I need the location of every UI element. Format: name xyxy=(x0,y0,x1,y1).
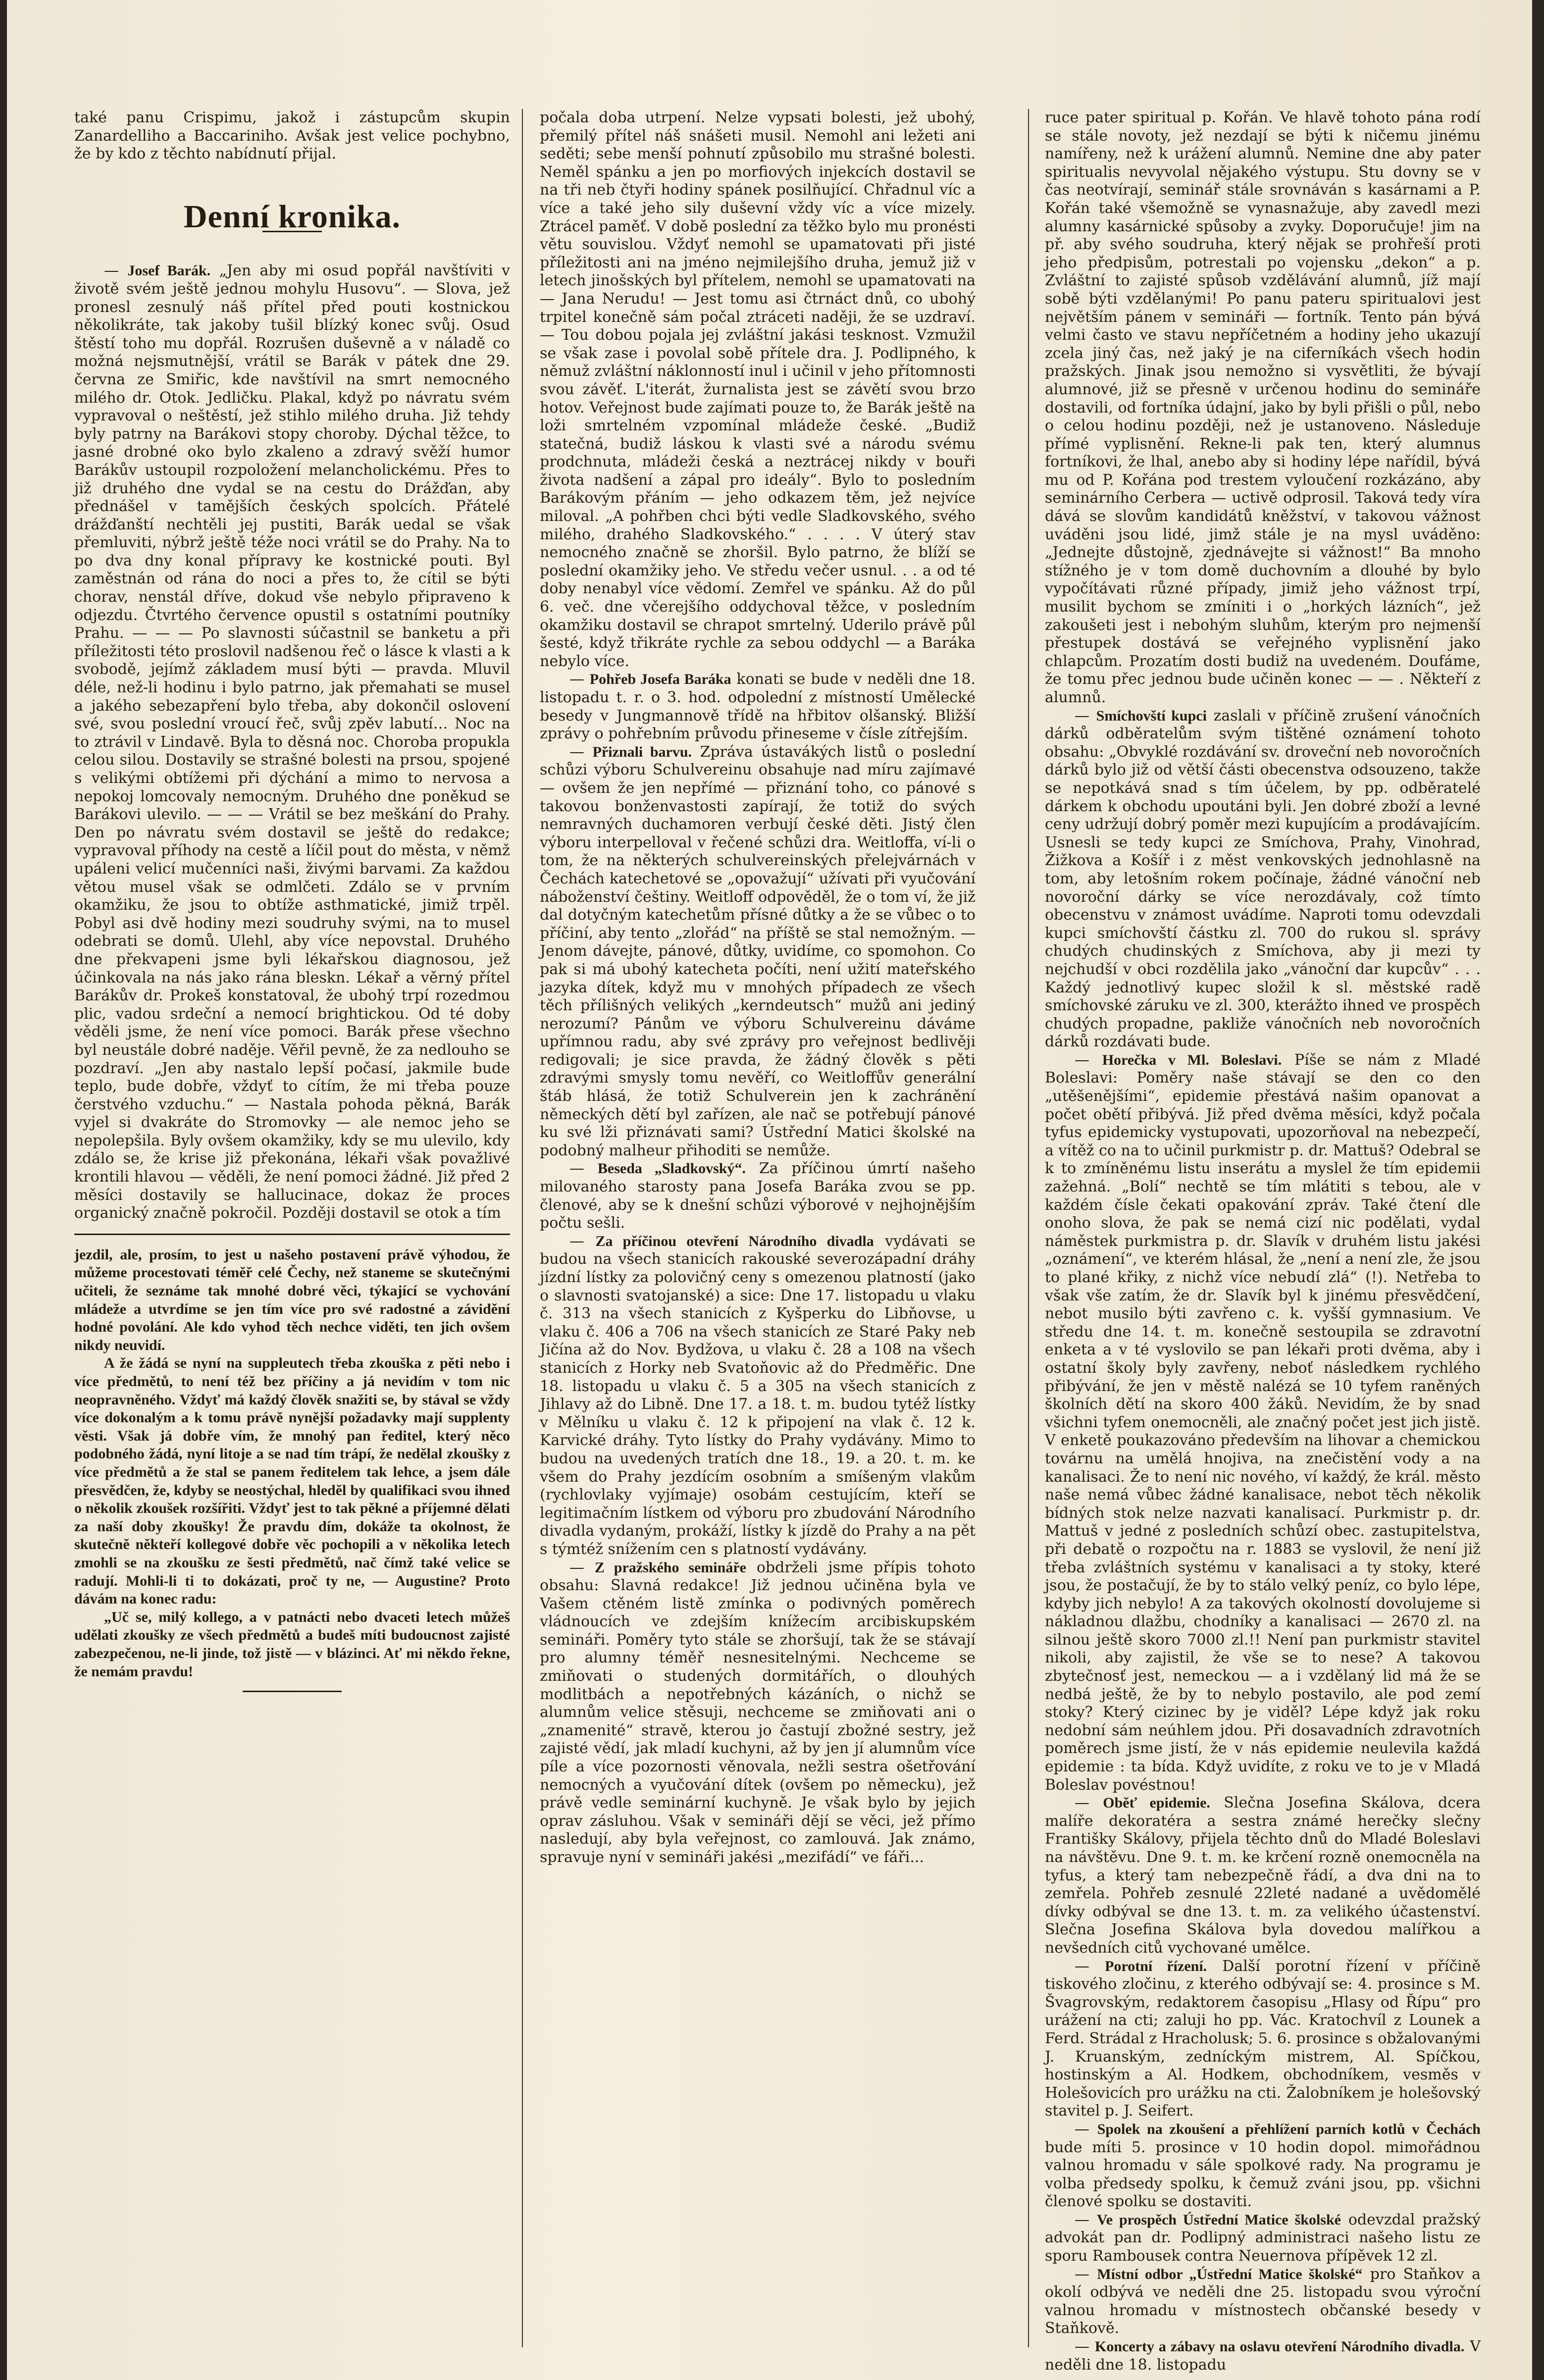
article-mistni: — Místní odbor „Ústřední Matice školské“ pro Staňkov a okolí odbývá ve neděli dne 25. listopadu svou výroční valnou hromadu v místnostech občanské besedy v Staňkově. xyxy=(1045,2265,1481,2337)
article-divadlo: — Za příčinou otevření Národního divadla vydávati se budou na všech stanicích rakouské severozápadní dráhy jízdní lístky za polovičný ceny s omezenou platností (jako o slavnosti svatojanské) a sice: Dne 17. listopadu u vlaku č. 313 na všech stanicích z Kyšperku do Libňovse, u vlaku č. 406 a 706 na všech stanicích ze Staré Paky neb Jičína až do Nov. Bydžova, u vlaku č. 28 a 108 na všech stanicích z Horky neb Svatoňovic až do Předměřic. Dne 18. listopadu u vlaku č. 5 a 305 na všech stanicích z Jihlavy až do Libně. Dne 17. a 18. t. m. budou tytéž lístky v Mělníku u vlaku č. 12 k připojení na vlak č. 12 k. Karvické dráhy. Tyto lístky do Prahy vydávány. Mimo to budou na uvedených tratích dne 18., 19. a 20. t. m. ke všem do Prahy jezdícím osobním a smíšeným vlakům (rychlovlaky vyjímaje) osobám cestujícím, kteří se legitimačním lístkem od výboru pro zbudování Národního divadla vydaným, prokáží, lístky k jízdě do Prahy a na pět s týmtéž snížením cen s platností vydávány. xyxy=(540,1232,976,1558)
intro-text: také panu Crispimu, jakož i zástupcům skupin Zanardelliho a Baccariniho. Avšak jest velice pochybno, že by kdo z těchto nabídnutí přijal. xyxy=(74,109,510,163)
article-barak-text: „Jen aby mi osud popřál navštíviti v životě svém ještě jednou mohylu Husovu“. — Slova, jež pronesl zesnulý náš přítel před pouti kostnickou několikráte, tak jakoby tušil blízký konec svůj. Osud štěstí toho mu dopřál. Rozrušen duševně a v náladě co možná nejsmutnější, vrátil se Barák v pátek dne 29. června ze Smiřic, kde navštívil na smrt nemocného milého dr. Otok. Jedličku. Plakal, když po návratu svém vypravoval o neštěstí, jež stihlo milého druha. Již tehdy byly patrny na Barákovi stopy choroby. Dýchal těžce, to jasné drobné oko bylo zkaleno a zdravý svěží humor Barákův ustoupil rozpoložení melancholickému. Přes to již druhého dne vydal se na cestu do Drážďan, aby přednášel v tamějších českých spolcích. Přátelé drážďanští nechtěli jej pustiti, Barák uedal se však přemluviti, nýbrž ještě téže noci vrátil se do Prahy. Na to po dva dny konal přípravy ke kostnické pouti. Byl zaměstnán od rána do noci a přes to, že cítil se býti chorav, nenstál dříve, dokud vše nebylo připraveno k odjezdu. Čtvrtého července opustil s ostatními poutníky Prahu. — — — Po slavnosti súčastnil se banketu a při příležitosti této proslovil nadšenou řeč o lásce k vlasti a k svobodě, jejímž základem musí býti — pravda. Mluvil déle, než-li hodinu i bylo patrno, jak přemahati se musel a jakého sebezapření bylo třeba, aby dokončil oslovení své, svou poslední vroucí řeč, svůj zpěv labutí… Noc na to ztrávil v Lindavě. Byla to děsná noc. Choroba propukla celou silou. Dostavily se strašné bolesti na prsou, spojené s velikými obtížemi při dýchání a mimo to nervosa a nepokoj lomcovaly nemocným. Druhého dne poněkud se Barákovi ulevilo. — — — Vrátil se bez meškání do Prahy. Den po návratu svém dostavil se ještě do redakce; vypravoval příhody na cestě a líčil pout do města, v němž upáleni velicí mučenníci naši, živými barvami. Za každou větou musel však se odmlčeti. Zdálo se v prvním okamžiku, že jsou to obtíže asthmatické, jimiž trpěl. Pobyl asi dvě hodiny mezi soudruhy svými, na to musel odebrati se domů. Ulehl, aby více nepovstal. Druhého dne překvapeni jsme byli lékařskou diagnosou, jež účinkovala na nás jako rána bleskn. Lékař a věrný přítel Barákův dr. Prokeš konstatoval, že ubohý trpí rozedmou plic, vadou srdeční a nemocí brightickou. Od té doby věděli jsme, že není více pomoci. Barák přese všechno byl neustále dobré naděje. Věřil pevně, že za nedlouho se pozdraví. „Jen aby nastalo lepší počasí, jakmile bude teplo, bude dobře, vždyť to cítím, že mi třeba pouze čerstvého vzduchu.“ — Nastala pohoda pěkná, Barák vyjel si dvakráte do Stromovky — ale nemoc jeho se nepolepšila. Byly ovšem okamžiky, kdy se mu ulevilo, kdy zdálo se, že krise již překonána, lékaři však považlivé krontili hlavou — věděli, že není pomoci žádné. Již před 2 měsíci dostavily se hallucinace, dokaz že proces organický značně pokročil. Později dostavil se otok a tím xyxy=(74,262,510,1222)
article-koncerty-title: Koncerty a zábavy na oslavu otevření Národního divadla. xyxy=(1095,2338,1465,2355)
page-edge-left xyxy=(0,0,7,2380)
column-divider-2 xyxy=(1028,109,1029,2347)
article-horecka: — Horečka v Ml. Boleslavi. Píše se nám z Mladé Boleslavi: Poměry naše stávají se den co den „utěšenějšími“, epidemie přestává našim opanovat a počet obětí přibývá. Již před dvěma měsíci, když počala tyfus epidemicky vystupovati, upozorňoval na nebezpečí, a vítěž co na to učinil purkmistr p. dr. Mattuš? Odebral se k to zmíněnému listu inserátu a myslel že tím epidemii zažehná. „Bolí“ nechtě se tím mlátiti s tebou, ale v každém čísle čekati opakování zpráv. Také čtení dle onoho slova, že pak se nemá cizí nic podělati, vydal náměstek purkmistra p. dr. Slavík v druhém listu jakési „oznámení“, ve kterém hlásal, že „není a není zle, že jsou to plané křiky, z nichž více nebudí zlá“ (!). Netřeba to však vše zatím, že dr. Slavík byl k jinému přesvědčení, nebot musilo býti zavřeno c. k. vyšší gymnasium. Ve středu dne 14. t. m. konečně sestoupila se zdravotní enketa a v té vyslovilo se pan lékaři proti dvěma, aby i ostatní školy byly zavřeny, neboť následkem rychlého přibývání, že jen v městě nalézá se 10 tyfem raněných školních dětí na skoro 400 žáků. Nevidím, že by snad všichni tyfem onemocněli, ale značný počet jest jich jistě. V enketě poukazováno především na lihovar a chemickou továrnu na umělá hnojiva, na znečistění vody a na kanalisaci. Že to není nic nového, ví každý, že král. město naše nemá vůbec žádné kanalisace, nebot těch několik bídných stok nelze nazvati kanalisací. Purkmistr p. dr. Mattuš v jedné z posledních schůzí obec. zastupitelstva, při debatě o rozpočtu na r. 1883 se vyslovil, že není již třeba zvláštních systému v kanalisaci a ty stoky, které jsou, že postačují, že by to stálo velký peníz, co bylo lépe, kdyby jich nebylo! A za takových okolností dovolujeme si nákladnou dlažbu, chodníky a kanalisaci — 2670 zl. na silnou ještě skoro 7000 zl.!! Není pan purkmistr stavitel nikoli, aby zajistil, že vše se to nese? A takovou zbytečnosť jest, nemeckou — a i vzdělaný lid má že se nedbá ještě, že by to nebylo postavilo, ale pod zemí stoky? Který cizinec by je viděl? Lépe když jak roku nedobní sám neúhlem jdou. Při dosavadních zdravotních poměrech jsme jistí, že v nás epidemie neulevila každá epidemie : ta bída. Když uvidíte, z roku ve to je v Mladá Boleslav povéstnou! xyxy=(1045,1051,1481,1794)
article-smichov-title: Smíchovští kupci xyxy=(1096,707,1207,724)
article-matice: — Ve prospěch Ústřední Matice školské odevzdal pražský advokát pan dr. Podlipný administraci našeho listu ze sporu Rambousek contra Neuernova přípěvek 12 zl. xyxy=(1045,2211,1481,2265)
article-divadlo-text: vydávati se budou na všech stanicích rakouské severozápadní dráhy jízdní lístky za polovičný ceny s omezenou platností (jako o slavnosti svatojanské) a sice: Dne 17. listopadu u vlaku č. 313 na všech stanicích z Kyšperku do Libňovse, u vlaku č. 406 a 706 na všech stanicích ze Staré Paky neb Jičína až do Nov. Bydžova, u vlaku č. 28 a 108 na všech stanicích z Horky neb Svatoňovic až do Předměřic. Dne 18. listopadu u vlaku č. 5 a 305 na všech stanicích z Jihlavy až do Libně. Dne 17. a 18. t. m. budou tytéž lístky v Mělníku u vlaku č. 12 k připojení na vlak č. 12 k. Karvické dráhy. Tyto lístky do Prahy vydávány. Mimo to budou na uvedených tratích dne 18., 19. a 20. t. m. ke všem do Prahy jezdícím osobním a smíšeným vlakům (rychlovlaky vyjímaje) osobám cestujícím, kteří se legitimačním lístkem od výboru pro zbudování Národního divadla vydaným, prokáží, lístky k jízdě do Prahy a na pět s týmtéž snížením cen s platností vydávány. xyxy=(540,1232,976,1558)
article-spolek-title: Spolek na zkoušení a přehlížení parních kotlů v Čechách xyxy=(1097,2121,1481,2137)
article-priznali: — Přiznali barvu. Zpráva ústavákých listů o poslední schůzi výboru Schulvereinu obsahuje nad míru zajímavé — ovšem že jen nepřímé — přiznání toho, co pánové s takovou bonženvastosti zapírají, že totiž do svých nemravných duchamoren verbují české děti. Jistý člen výboru interpelloval v řečené schůzi dra. Weitloffa, ví-li o tom, že na některých schulvereinských přelejvárnách v Čechách katechetové se „opovažují“ užívati při vyučování náboženství češtiny. Weitloff odpověděl, že o tom ví, že již dal dotyčným katechetům přísné důtky a že se vůbec o to příčiní, aby tento „zlořád“ na příště se stal nemožným. — Jenom dávejte, pánové, důtky, uvidíme, co spomohon. Co pak si má ubohý katecheta počíti, není užití mateřského jazyka dítek, když mu v mnohých případech ze všech těch přílišných velikých „kerndeutsch“ mužů ani jediný nerozumí? Pánům ve výboru Schulvereinu dáváme upřímnou radu, aby své zprávy pro veřejnost bedlivěji redigovali; je sice pravda, že žádný člověk s pěti zdravými smysly tomu nevěří, co Weitloffův generální štáb hlásá, že totiž Schulverein jen k zachránění německých dětí byl zařízen, ale nač se potřebují pánové ku své lži přiznávati sami? Ústřední Matici školské na podobný malheur přihoditi se nemůže. xyxy=(540,743,976,1159)
article-barak-title: Josef Barák. xyxy=(127,262,211,279)
article-spolek: — Spolek na zkoušení a přehlížení parních kotlů v Čechách bude míti 5. prosince v 10 hodin dopol. mimořádnou valnou hromadu v sále spolkové rady. Na programu je volba předsedy spolku, k čemuž zváni jsou, pp. všichni členové spolku se dostaviti. xyxy=(1045,2120,1481,2211)
article-porotni-title: Porotní řízení. xyxy=(1105,1958,1207,1974)
article-matice-text: odevzdal pražský advokát pan dr. Podlipný administraci našeho listu ze sporu Rambousek contra Neuernova přípěvek 12 zl. xyxy=(1045,2211,1481,2265)
article-spolek-text: bude míti 5. prosince v 10 hodin dopol. mimořádnou valnou hromadu v sále spolkové rady. Na programu je volba předsedy spolku, k čemuž zváni jsou, pp. všichni členové spolku se dostaviti. xyxy=(1045,2138,1481,2211)
article-porotni: — Porotní řízení. Další porotní řízení v příčině tiskového zločinu, z kterého odbývají se: 4. prosince s M. Švagrovským, redaktorem časopisu „Hlasy od Řípu“ pro urážení na cti; zaluji ho pp. Vác. Kratochvíl z Lounek a Ferd. Strádal z Hracholusk; 5. 6. prosince s obžalovanými J. Kruanským, zedníckým mistrem, Al. Spíčkou, hostinským a Al. Hodkem, obchodníkem, vesměs v Holešovicích pro urážku na cti. Žalobníkem je holešovský stavitel p. J. Seifert. xyxy=(1045,1957,1481,2120)
article-seminar-title: Z pražského semináře xyxy=(594,1559,746,1576)
article-priznali-title: Přiznali barvu. xyxy=(592,743,692,760)
letter-text-3: „Uč se, milý kollego, a v patnácti nebo dvaceti letech můžeš udělati zkoušky ze všech předmětů a budeš míti budoucnost zajisté zabezpečenou, ne-li jinde, tož jistě — v blázinci. Ať mi někdo řekne, že nemám pravdu! xyxy=(74,1608,510,1680)
article-pohreb: — Pohřeb Josefa Baráka konati se bude v neděli dne 18. listopadu t. r. o 3. hod. odpolední z místností Umělecké besedy v Jungmannově třídě na hřbitov olšanský. Bližší zprávy o pohřebním průvodu přineseme v čísle zítřejším. xyxy=(540,671,976,743)
seminar-continued: ruce pater spiritual p. Kořán. Ve hlavě tohoto pána rodí se stále novoty, jež nezdají se býti k ničemu jinému namířeny, než k urážení alumnů. Nemine dne aby pater spiritualis nevyvolal nějakého výstupu. Stu dovny se v čas neotvírají, seminář stále srovnáván s kasárnami a P. Kořán také všemožně se vynasnažuje, aby zavedl mezi alumny kasárnické spůsoby a zvyky. Doporučuje! jim na př. aby svého soudruha, který nějak se prohřeší proti jeho předpisům, potrestali po vojensku „dekon“ a p. Zvláštní to zajisté spůsob vzdělávání alumnů, jíž mají sobě býti vzdělanými! Po panu pateru spiritualovi jest největším pánem v semináři — fortník. Tento pán bývá velmi často ve stavu nepříčetném a hodiny jeho ukazují zcela jiný čas, než jaký je na ciferníkách všech hodin pražských. Jinak jsou nemožno si vysvětliti, že bývají alumnové, již se přesně v určenou hodinu do semináře dostavili, od fortníka údajní, jako by byli přišli o půl, nebo o celou hodinu později, než je ustanoveno. Následuje přímé vyplisnění. Rekne-li pak ten, který alumnus fortníkovi, že lhal, anebo aby si hodiny lépe nařídil, bývá mu od P. Kořána pod trestem vyloučení rozkázáno, aby seminárního Cerbera — uctivě odprosil. Taková tedy víra dává se slovům kandidátů kněžství, v takovou vážnost uváděni jsou lidé, jimž stále je na mysl uváděno: „Jednejte důstojně, zjednávejte si vážnost!“ Ba mnoho stížného je v tom domě duchovním a dlouhé by bylo vypočítávati různé případy, jimiž jeho vážnost trpí, musilit bychom se zmíniti i o „horkých lázních“, jež zakoušeti jest i nebohým sluhům, kterým pro nejmenší přestupek dostává se veřejného vyplisnění jako chlapcům. Prozatím dosti budiž na uvedeném. Doufáme, že tomu přec jednou bude učiněn konec — — . Někteří z alumnů. xyxy=(1045,109,1481,706)
article-epidemie: — Oběť epidemie. Slečna Josefina Skálova, dcera malíře dekoratéra a sestra známé herečky slečny Františky Skálovy, přijela těchto dnů do Mladé Boleslavi na návštěvu. Dne 9. t. m. ke krčení rozně onemocněla na tyfus, a který tam nebezpečně řádí, a dva dni na to zemřela. Pohřeb zesnulé 22leté nadané a uvědomělé dívky odbýval se dne 13. t. m. za velikého účastenství. Slečna Josefina Skálova byla dovedou malířkou a nevšedních citů vychované umělce. xyxy=(1045,1794,1481,1957)
article-pohreb-title: Pohřeb Josefa Baráka xyxy=(589,671,731,688)
article-smichov-text: zaslali v příčině zrušení vánočních dárků odběratelům svým tištěné oznámení tohoto obsahu: „Obvyklé rozdávání sv. droveční neb novoročních dárků bylo již od větší části obecenstva odsouzeno, takže se nepotkává snad s tím účelem, by pp. odběratelé dárkem k obchodu upoutáni byli. Jen dobré zboží a levné ceny udržují dobrý poměr mezi kupujícím a prodávajícím. Usnesli se tedy kupci ze Smíchova, Prahy, Vinohrad, Žižkova a Košíř i z měst venkovských jednohlasně na tom, aby letošním rokem počínaje, žádné vánoční neb novoroční dárky se více nerozdávaly, což tímto obecenstvu v známost uvádíme. Naproti tomu odevzdali kupci smíchovští částku zl. 700 do rukou sl. správy chudých chudinských z Smíchova, aby ji mezi ty nejchudší v obci rozdělila jako „vánoční dar kupcův“ . . . Každý jednotlivý kupec složil k sl. městské radě smíchovské záruku ve zl. 300, kterážto ihned ve prospěch chudých propadne, pakliže vánočních neb novoročních dárků rozdávati bude. xyxy=(1045,707,1481,1051)
article-matice-title: Ve prospěch Ústřední Matice školské xyxy=(1096,2211,1341,2228)
left-column xyxy=(74,109,510,2347)
barak-continued: počala doba utrpení. Nelze vypsati bolesti, jež ubohý, přemilý přítel náš snášeti musil. Nemohl ani ležeti ani seděti; sebe menší pohnutí způsobilo mu strašné bolesti. Neměl spánku a jen po morfiových injekcích dostavil se na tři neb čtyři hodiny spánek posilňující. Chřadnul víc a více a také jeho sily duševní vždy víc a více mizely. Ztrácel paměť. V době poslední za těžko bylo mu pronésti větu souvislou. Vždyť nemohl se upamatovati při jisté příležitosti ani na jméno nejmilejšího druha, jemuž již v letech jinošských byl přítelem, nemohl se upamatovati na — Jana Nerudu! — Jest tomu asi čtrnáct dnů, co ubohý trpitel konečně sám počal ztráceti naději, že se uzdraví. — Tou dobou pojala jej zvláštní jakási tesknost. Vzmužil se však zase i povolal sobě přítele dra. J. Podlipného, k němuž zvláštní náklonností inul i učinil v jeho přítomnosti svou závěť. L'iterát, žurnalista jest se závětí svou brzo hotov. Veřejnost bude zajímati pouze to, že Barák ještě na loži smrtelném vzpomínal mládeže české. „Budiž statečná, budiž láskou k vlasti své a národu svému prodchnuta, mládeži česká a neztrácej nikdy v bouři života nadšení a zápal pro ideály“. Bylo to posledním Barákovým přáním — jeho odkazem těm, jež nejvíce miloval. „A pohřben chci býti vedle Sladkovského, svého milého, drahého Sladkovského.“ . . . . V úterý stav nemocného značně se zhoršil. Bylo patrno, že blíží se poslední okamžiky jeho. Ve středu večer usnul. . . a od té doby nenabyl více vědomí. Zemřel ve spánku. Až do půl 6. več. dne včerejšího oddychoval těžce, v posledním okamžiku dostavil se chrapot smrtelný. Uderilo právě půl šesté, když třikráte rychle za sebou oddychl — a Baráka nebylo více. xyxy=(540,109,976,670)
letter-text-2: A že žádá se nyní na suppleutech třeba zkouška z pěti nebo i více předmětů, to není též bez příčiny a já nevidím v tom nic neopravněného. Vždyť má každý člověk snažiti se, by stával se vždy více dokonalým a k tomu právě nynější požadavky mají supplenty věsti. Však já dobře vím, že mnohý pan ředitel, který něco podobného žádá, nyní litoje a se nad tím trápí, že nedělal zkoušky z více předmětů a že stal se panem ředitelem tak lehce, a jsem dále přesvědčen, že, kdyby se neostýchal, hleděl by qualifikaci svou ihned o několik zkoušek rozšířiti. Vždyť jest to tak pěkné a příjemné dělati za naší doby zkoušky! Že pravdu dím, dokáže ta okolnost, že skutečně někteří kollegové dobře věc pochopili a v několika letech zmohli se na zkoušku ze šesti předmětů, nač čímž také velice se radují. Mohli-li ti to dokázati, proč ty ne, — Augustine? Proto dávám na konec radu: xyxy=(74,1355,510,1607)
article-beseda-text: Za příčinou úmrtí našeho milovaného starosty pana Josefa Baráka zvou se pp. členové, aby se k dnešní schůzi výborové v nejhojnějším počtu sešli. xyxy=(540,1160,976,1232)
article-mistni-title: Místní odbor „Ústřední Matice školské“ xyxy=(1097,2266,1363,2282)
article-porotni-text: Další porotní řízení v příčině tiskového zločinu, z kterého odbývají se: 4. prosince s M. Švagrovským, redaktorem časopisu „Hlasy od Řípu“ pro urážení na cti; zaluji ho pp. Vác. Kratochvíl z Lounek a Ferd. Strádal z Hracholusk; 5. 6. prosince s obžalovanými J. Kruanským, zedníckým mistrem, Al. Spíčkou, hostinským a Al. Hodkem, obchodníkem, vesměs v Holešovicích pro urážku na cti. Žalobníkem je holešovský stavitel p. J. Seifert. xyxy=(1045,1957,1481,2120)
article-mistni-text: pro Staňkov a okolí odbývá ve neděli dne 25. listopadu svou výroční valnou hromadu v místnostech občanské besedy v Staňkově. xyxy=(1045,2265,1481,2337)
section-title: Denní kronika. xyxy=(183,198,401,235)
article-beseda: — Beseda „Sladkovský“. Za příčinou úmrtí našeho milovaného starosty pana Josefa Baráka zvou se pp. členové, aby se k dnešní schůzi výborové v nejhojnějším počtu sešli. xyxy=(540,1160,976,1232)
page-edge-right xyxy=(1532,0,1544,2380)
article-horecka-title: Horečka v Ml. Boleslavi. xyxy=(1102,1051,1282,1068)
article-barak: — Josef Barák. „Jen aby mi osud popřál navštíviti v životě svém ještě jednou mohylu Husovu“. — Slova, jež pronesl zesnulý náš přítel před pouti kostnickou několikráte, tak jakoby tušil blízký konec svůj. Osud štěstí toho mu dopřál. Rozrušen duševně a v náladě co možná nejsmutnější, vrátil se Barák v pátek dne 29. června ze Smiřic, kde navštívil na smrt nemocného milého dr. Otok. Jedličku. Plakal, když po návratu svém vypravoval o neštěstí, jež stihlo milého druha. Již tehdy byly patrny na Barákovi stopy choroby. Dýchal těžce, to jasné drobné oko bylo zkaleno a zdravý svěží humor Barákův ustoupil rozpoložení melancholickému. Přes to již druhého dne vydal se na cestu do Drážďan, aby přednášel v tamějších českých spolcích. Přátelé drážďanští nechtěli jej pustiti, Barák uedal se však přemluviti, nýbrž ještě téže noci vrátil se do Prahy. Na to po dva dny konal přípravy ke kostnické pouti. Byl zaměstnán od rána do noci a přes to, že cítil se býti chorav, nenstál dříve, dokud vše nebylo připraveno k odjezdu. Čtvrtého července opustil s ostatními poutníky Prahu. — — — Po slavnosti súčastnil se banketu a při příležitosti této proslovil nadšenou řeč o lásce k vlasti a k svobodě, jejímž základem musí býti — pravda. Mluvil déle, než-li hodinu i bylo patrno, jak přemahati se musel a jakého sebezapření bylo třeba, aby dokončil oslovení své, svou poslední vroucí řeč, svůj zpěv labutí… Noc na to ztrávil v Lindavě. Byla to děsná noc. Choroba propukla celou silou. Dostavily se strašné bolesti na prsou, spojené s velikými obtížemi při dýchání a mimo to nervosa a nepokoj lomcovaly nemocným. Druhého dne poněkud se Barákovi ulevilo. — — — Vrátil se bez meškání do Prahy. Den po návratu svém dostavil se ještě do redakce; vypravoval příhody na cestě a líčil pout do města, v němž upáleni velicí mučenníci naši, živými barvami. Za každou větou musel však se odmlčeti. Zdálo se v prvním okamžiku, že jsou to obtíže asthmatické, jimiž trpěl. Pobyl asi dvě hodiny mezi soudruhy svými, na to musel odebrati se domů. Ulehl, aby více nepovstal. Druhého dne překvapeni jsme byli lékařskou diagnosou, jež účinkovala na nás jako rána bleskn. Lékař a věrný přítel Barákův dr. Prokeš konstatoval, že ubohý trpí rozedmou plic, vadou srdeční a nemocí brightickou. Od té doby věděli jsme, že není více pomoci. Barák přese všechno byl neustále dobré naděje. Věřil pevně, že za nedlouho se pozdraví. „Jen aby nastalo lepší počasí, jakmile bude teplo, bude dobře, vždyť to cítím, že mi třeba pouze čerstvého vzduchu.“ — Nastala pohoda pěkná, Barák vyjel si dvakráte do Stromovky — ale nemoc jeho se nepolepšila. Byly ovšem okamžiky, kdy se mu ulevilo, kdy zdálo se, že krise již překonána, lékaři však považlivé krontili hlavou — věděli, že není pomoci žádné. Již před 2 měsíci dostavily se hallucinace, dokaz že proces organický značně pokročil. Později dostavil se otok a tím xyxy=(74,262,510,1222)
column-divider-1 xyxy=(522,109,523,2347)
letter-text-1: jezdil, ale, prosím, to jest u našeho postavení právě výhodou, že můžeme procestovati téměř celé Čechy, než staneme se skutečnými učiteli, že seznáme tak mnohé dobré věci, týkající se vychování mládeže a utvrdíme se jen tím více pro své radostné a závidění hodné povolání. Ale kdo vyhod těch nechce viděti, ten jich ovšem nikdy neuvidí. xyxy=(74,1246,510,1353)
middle-column xyxy=(540,109,976,2347)
article-koncerty: — Koncerty a zábavy na oslavu otevření Národního divadla. V neděli dne 18. listopadu xyxy=(1045,2338,1481,2374)
article-seminar: — Z pražského semináře obdrželi jsme přípis tohoto obsahu: Slavná redakce! Již jednou učiněna byla ve Vašem ctěném listě zmínka o podivných poměrech vládnoucích ve zdejším knížecím arcibiskupském semináři. Poměry tyto stále se zhoršují, tak že se stávají pro alumny téměř nesnesitelnými. Nechceme se zmiňovati o studených dormitářích, o dlouhých modlitbách a nepotřebných kázáních, o nichž se alumnům velice stěsuji, nechceme se zmiňovati ani o „znamenité“ stravě, kterou jo častují zbožné sestry, jež zajisté vědí, jak mladí kuchyni, až by jen jí alumnům více píle a více pozornosti věnovala, nežli sestra ošetřování nemocných a vyučování dítek (ovšem po německu), jež právě vedle seminární kuchyně. Je však bylo by jejich oprav zásluhou. Však v semináři dějí se věci, jež přímo nasledují, aby byla veřejnost, co zamlouvá. Jak známo, spravuje nyní v semináři jakési „mezifádí“ ve fáři... xyxy=(540,1558,976,1866)
article-epidemie-title: Oběť epidemie. xyxy=(1103,1795,1210,1811)
article-koncerty-text: V neděli dne 18. listopadu xyxy=(1045,2338,1481,2374)
article-horecka-text: Píše se nám z Mladé Boleslavi: Poměry naše stávají se den co den „utěšenějšími“, epidemie přestává našim opanovat a počet obětí přibývá. Již před dvěma měsíci, když počala tyfus epidemicky vystupovati, upozorňoval na nebezpečí, a vítěž co na to učinil purkmistr p. dr. Mattuš? Odebral se k to zmíněnému listu inserátu a myslel že tím epidemii zažehná. „Bolí“ nechtě se tím mlátiti s tebou, ale v každém čísle čekati opakování zpráv. Také čtení dle onoho slova, že pak se nemá cizí nic podělati, vydal náměstek purkmistra p. dr. Slavík v druhém listu jakési „oznámení“, ve kterém hlásal, že „není a není zle, že jsou to plané křiky, z nichž více nebudí zlá“ (!). Netřeba to však vše zatím, že dr. Slavík byl k jinému přesvědčení, nebot musilo býti zavřeno c. k. vyšší gymnasium. Ve středu dne 14. t. m. konečně sestoupila se zdravotní enketa a v té vyslovilo se pan lékaři proti dvěma, aby i ostatní školy byly zavřeny, neboť následkem rychlého přibývání, že jen v městě nalézá se 10 tyfem raněných školních dětí na skoro 400 žáků. Nevidím, že by snad všichni tyfem onemocněli, ale značný počet jest jich jistě. V enketě poukazováno především na lihovar a chemickou továrnu na umělá hnojiva, na znečistění vody a na kanalisaci. Že to není nic nového, ví každý, že král. město naše nemá vůbec žádné kanalisace, nebot těch několik bídných stok nelze nazvati kanalisací. Purkmistr p. dr. Mattuš v jedné z posledních schůzí obec. zastupitelstva, při debatě o rozpočtu na r. 1883 se vyslovil, že není již třeba zvláštních systému v kanalisaci a ty stoky, které jsou, že postačují, že by to stálo velký peníz, co bylo lépe, kdyby jich nebylo! A za takových okolností dovolujeme si nákladnou dlažbu, chodníky a kanalisaci — 2670 zl. na silnou ještě skoro 7000 zl.!! Není pan purkmistr stavitel nikoli, aby zajistil, že vše se to nese? A takovou zbytečnosť jest, nemeckou — a i vzdělaný lid má že se nedbá ještě, že by to nebylo postavilo, ale pod zemí stoky? Který cizinec by je viděl? Lépe když jak roku nedobní sám neúhlem jdou. Při dosavadních zdravotních poměrech jsme jistí, že v nás epidemie neulevila každá epidemie : ta bída. Když uvidíte, z roku ve to je v Mladá Boleslav povéstnou! xyxy=(1045,1051,1481,1794)
separator-rule xyxy=(74,1234,510,1235)
right-column xyxy=(1045,109,1481,2374)
article-smichov: — Smíchovští kupci zaslali v příčině zrušení vánočních dárků odběratelům svým tištěné oznámení tohoto obsahu: „Obvyklé rozdávání sv. droveční neb novoročních dárků bylo již od větší části obecenstva odsouzeno, takže se nepotkává snad s tím účelem, by pp. odběratelé dárkem k obchodu upoutáni byli. Jen dobré zboží a levné ceny udržují dobrý poměr mezi kupujícím a prodávajícím. Usnesli se tedy kupci ze Smíchova, Prahy, Vinohrad, Žižkova a Košíř i z měst venkovských jednohlasně na tom, aby letošním rokem počínaje, žádné vánoční neb novoroční dárky se více nerozdávaly, což tímto obecenstvu v známost uvádíme. Naproti tomu odevzdali kupci smíchovští částku zl. 700 do rukou sl. správy chudých chudinských z Smíchova, aby ji mezi ty nejchudší v obci rozdělila jako „vánoční dar kupcův“ . . . Každý jednotlivý kupec složil k sl. městské radě smíchovské záruku ve zl. 300, kterážto ihned ve prospěch chudých propadne, pakliže vánočních neb novoročních dárků rozdávati bude. xyxy=(1045,707,1481,1051)
article-seminar-text: obdrželi jsme přípis tohoto obsahu: Slavná redakce! Již jednou učiněna byla ve Vašem ctěném listě zmínka o podivných poměrech vládnoucích ve zdejším knížecím arcibiskupském semináři. Poměry tyto stále se zhoršují, tak že se stávají pro alumny téměř nesnesitelnými. Nechceme se zmiňovati o studených dormitářích, o dlouhých modlitbách a nepotřebných kázáních, o nichž se alumnům velice stěsuji, nechceme se zmiňovati ani o „znamenité“ stravě, kterou jo častují zbožné sestry, jež zajisté vědí, jak mladí kuchyni, až by jen jí alumnům více píle a více pozornosti věnovala, nežli sestra ošetřování nemocných a vyučování dítek (ovšem po německu), jež právě vedle seminární kuchyně. Je však bylo by jejich oprav zásluhou. Však v semináři dějí se věci, jež přímo nasledují, aby byla veřejnost, co zamlouvá. Jak známo, spravuje nyní v semináři jakési „mezifádí“ ve fáři... xyxy=(540,1558,976,1866)
article-pohreb-text: konati se bude v neděli dne 18. listopadu t. r. o 3. hod. odpolední z místností Umělecké besedy v Jungmannově třídě na hřbitov olšanský. Bližší zprávy o pohřebním průvodu přineseme v čísle zítřejším. xyxy=(540,671,976,743)
article-beseda-title: Beseda „Sladkovský“. xyxy=(597,1160,746,1177)
article-epidemie-text: Slečna Josefina Skálova, dcera malíře dekoratéra a sestra známé herečky slečny Františky Skálovy, přijela těchto dnů do Mladé Boleslavi na návštěvu. Dne 9. t. m. ke krčení rozně onemocněla na tyfus, a který tam nebezpečně řádí, a dva dni na to zemřela. Pohřeb zesnulé 22leté nadané a uvědomělé dívky odbýval se dne 13. t. m. za velikého účastenství. Slečna Josefina Skálova byla dovedou malířkou a nevšedních citů vychované umělce. xyxy=(1045,1794,1481,1957)
article-priznali-text: Zpráva ústavákých listů o poslední schůzi výboru Schulvereinu obsahuje nad míru zajímavé — ovšem že jen nepřímé — přiznání toho, co pánové s takovou bonženvastosti zapírají, že totiž do svých nemravných duchamoren verbují české děti. Jistý člen výboru interpelloval v řečené schůzi dra. Weitloffa, ví-li o tom, že na některých schulvereinských přelejvárnách v Čechách katechetové se „opovažují“ užívati při vyučování náboženství češtiny. Weitloff odpověděl, že o tom ví, že již dal dotyčným katechetům přísné důtky a že se vůbec o to příčiní, aby tento „zlořád“ na příště se stal nemožným. — Jenom dávejte, pánové, důtky, uvidíme, co spomohon. Co pak si má ubohý katecheta počíti, není užití mateřského jazyka dítek, když mu v mnohých případech ze všech těch přílišných velikých „kerndeutsch“ mužů ani jediný nerozumí? Pánům ve výboru Schulvereinu dáváme upřímnou radu, aby své zprávy pro veřejnost bedlivěji redigovali; je sice pravda, že žádný člověk s pěti zdravými smysly tomu nevěří, co Weitloffův generální štáb hlásá, že totiž Schulverein jen k zachránění německých dětí byl zařízen, ale nač se potřebují pánové ku své lži přiznávati sami? Ústřední Matici školské na podobný malheur přihoditi se nemůže. xyxy=(540,743,976,1159)
end-rule xyxy=(243,1691,342,1692)
article-divadlo-title: Za příčinou otevření Národního divadla xyxy=(595,1233,874,1249)
